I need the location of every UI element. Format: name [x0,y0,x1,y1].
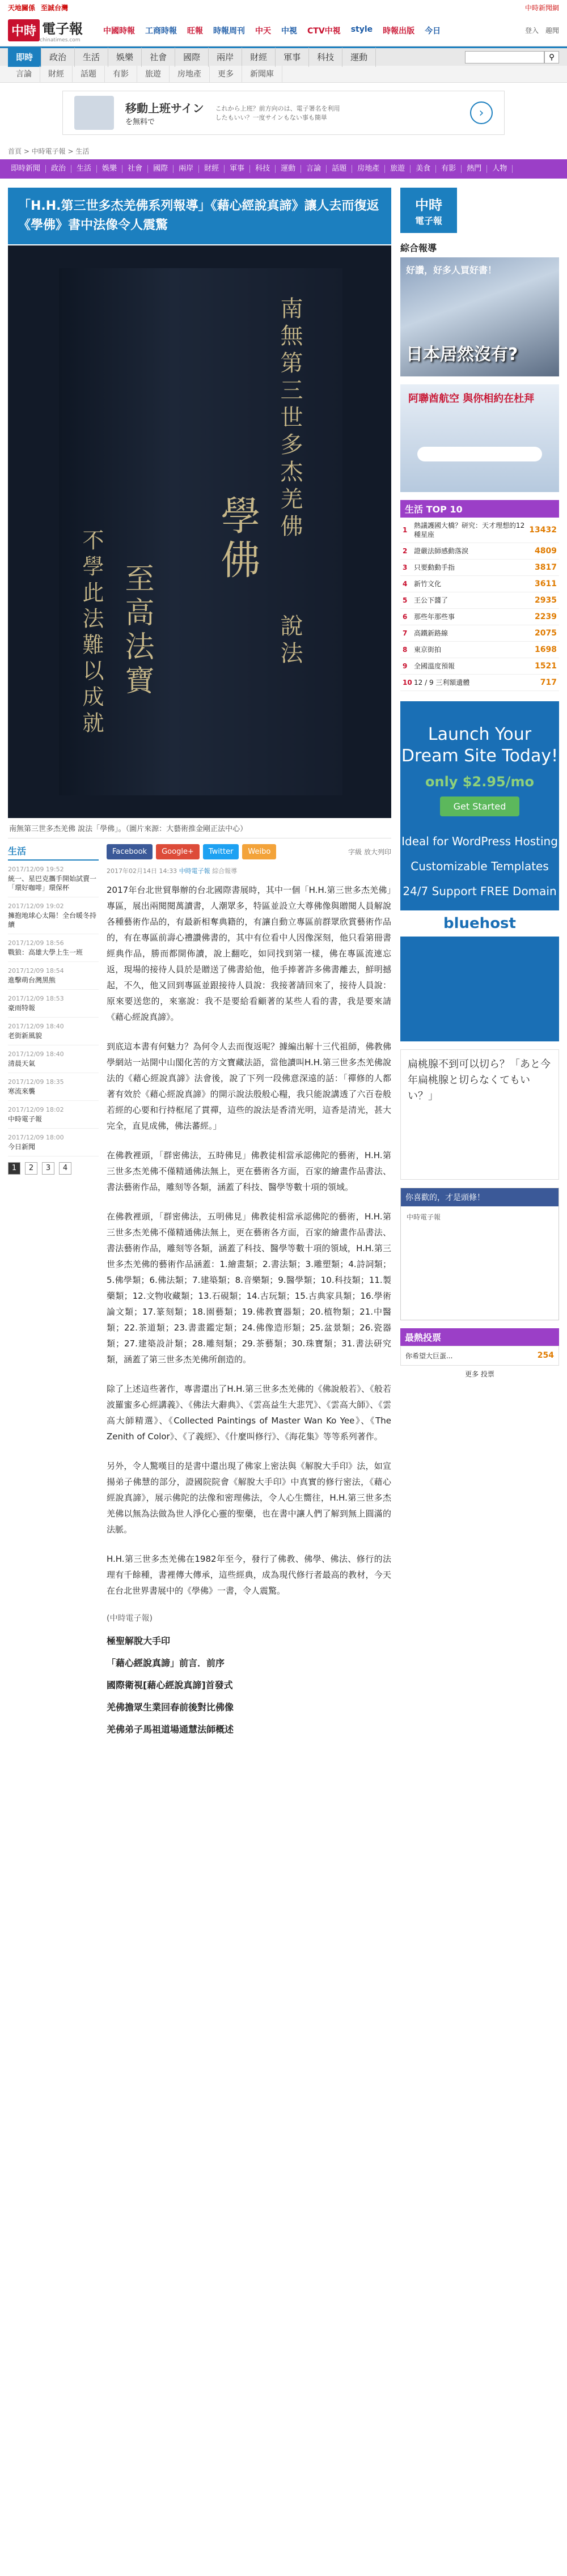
category-link[interactable]: 社會 [122,165,148,173]
pillow-ad[interactable]: 扁桃腺不到可以切ら？「あと今年扁桃腺と切らなくてもいい？」 [400,1049,559,1180]
latest-news [8,844,99,1744]
category-link[interactable]: 旅遊 [385,165,411,173]
related-link[interactable]: 國際衛視[藉心經說真諦]首發式 [107,1680,233,1690]
category-link[interactable]: 言論 [301,165,327,173]
pager [8,1162,99,1175]
list-item[interactable]: 2017/12/09 18:40 清晨天氣 [8,1045,99,1073]
paragraph: 在佛教裡頭，「群密佛法，五明佛見」佛教徒相當承認佛陀的藝術，H.H.第三世多杰羌佛不僅精通佛法無上，更在藝術各方面，百家的繪畫作品書法、書法藝術作品，雕刻等各類，涵蓋了科技、醫學等數十項的領域，H.H.第三世多杰羌佛的藝術作品涵蓋：1.繪畫類；2.書法類；3.雕塑類；4.詩詞類；5.佛學類；6.佛法類；7.建築類；8.音樂類；9.醫學類；10.科技類；11.製藥類；12.文物收藏類；13.石硯類；14.古玩類；15.古典家具類；16.學術論文類；17.篆刻類；18.園藝類；19.佛教寶器類；20.植物類；21.中醫類；22.茶道類；23.書畫鑑定類；24.佛像造形類；25.盆景類；26.瓷器類；27.建築設計類；28.雕刻類；29.茶藝類；30.珠寶類；31.書法研究類，涵蓋了第三世多杰羌佛所創造的。 [107,1211,391,1365]
nav-item[interactable]: 娛樂 [108,48,142,67]
nav-item[interactable]: 國際 [175,48,209,67]
source-tag: (中時電子報) [107,1614,153,1623]
header [0,15,567,46]
list-item[interactable]: 6 那些年那些事 2239 [400,609,559,625]
category-link[interactable]: 房地產 [352,165,385,173]
list-item[interactable]: 4 新竹文化 3611 [400,576,559,592]
category-link[interactable]: 兩岸 [174,165,199,173]
cover-text-3: 學佛 [214,495,261,583]
partner-link[interactable]: 中天 [255,26,272,36]
category-link[interactable]: 美食 [411,165,436,173]
site-logo[interactable] [8,18,83,43]
fb-head: 你喜歡的，才是頭條！ [401,1188,558,1206]
article-area [8,844,391,1744]
main-nav [0,46,567,66]
nav-item[interactable]: 政治 [41,48,75,67]
logo-box: 中時 [8,19,40,41]
page-button[interactable]: 1 [8,1162,20,1175]
category-link[interactable]: 政治 [46,165,71,173]
content-column [8,188,391,1744]
paragraph: 另外，令人驚嘆目的是書中還出現了佛家上密法與《解脫大手印》法，如宣揚弟子佛慧的部分，證國院院會《解脫大手印》中真實的修行密法，《藉心經說真諦》，展示佛陀的法像和密理佛法，令人心生嚮往，H.H.第三世多杰羌佛以無為法做為世人淨化心靈的聖藥，也在書中讓人們了解到無上圓滿的法脈。 [107,1461,391,1535]
subnav-item[interactable]: 言論 [8,66,40,83]
ad-title: 移動上班サイン [125,101,204,115]
category-link[interactable]: 運動 [276,165,301,173]
ad-text: これから上班？前方向のは、電子署名を利用したもいい？一度サインもない事も簡単 [215,105,340,121]
side-head: 綜合報導 [400,243,437,253]
category-link[interactable]: 財經 [199,165,225,173]
category-link[interactable]: 娛樂 [97,165,122,173]
top-right[interactable]: 中時新聞網 [524,3,559,12]
category-link[interactable]: 人物 [487,165,513,173]
related-links [107,1612,391,1735]
partner-link[interactable]: 旺報 [187,26,204,36]
page-button[interactable]: 4 [59,1162,71,1175]
subnav-item[interactable]: 話題 [73,66,105,83]
article-body [107,844,391,1744]
main [0,179,567,1744]
list-item[interactable]: 7 高鐵新路線 2075 [400,625,559,642]
partner-link[interactable]: 中視 [281,26,298,36]
partner-link[interactable]: style [350,24,373,34]
sidebar [400,188,559,1744]
google-share-button[interactable]: Google+ [156,844,200,859]
plane-image [417,447,542,461]
facebook-share-button[interactable]: Facebook [107,844,153,859]
subnav-item[interactable]: 財經 [40,66,73,83]
partner-link[interactable]: CTV中視 [307,26,341,36]
partner-link[interactable]: 時報周刊 [213,26,246,36]
search-input[interactable] [465,51,544,63]
facebook-box [400,1188,559,1320]
partner-link[interactable]: 工商時報 [145,26,177,36]
top10-head: 生活 TOP 10 [400,500,559,518]
list-item[interactable]: 2017/12/09 18:56 戰狼：高雄大學上生一班 [8,934,99,962]
related-link[interactable]: 羌佛弟子馬祖道場通慧法師概述 [107,1724,234,1735]
subnav-item[interactable]: 更多 [210,66,242,83]
fb-page-name[interactable]: 中時電子報 [407,1213,441,1221]
cover-text-5: 不學此法難以成就 [79,529,104,738]
subnav-item[interactable]: 房地產 [170,66,210,83]
top-site-1[interactable]: 天地關係 [8,3,36,12]
nav-item[interactable]: 運動 [342,48,376,67]
related-link[interactable]: 「藉心經說真諦」前言．前序 [107,1658,225,1668]
list-item[interactable]: 5 王公下醬了 2935 [400,592,559,609]
list-item[interactable]: 10 12 / 9 三利額遺體 717 [400,675,559,691]
category-link[interactable]: 話題 [327,165,352,173]
more-poll-link[interactable]: 更多 投票 [465,1370,494,1378]
related-link[interactable]: 羌佛擔眾生業回春前後對比佛像 [107,1702,234,1713]
cover-text-1: 南無第三世多杰羌佛 [277,296,303,541]
list-item[interactable]: 2017/12/09 19:52 統一、星巴克攜手開始試賣一「環好咖啡」環保杯 [8,861,99,897]
search-icon: ⚲ [549,52,555,61]
subnav-item[interactable]: 有影 [105,66,137,83]
ad-sub: を無料で [125,118,155,126]
poll-head: 最熱投票 [400,1328,559,1346]
article-meta: 2017年02月14日 14:33 中時電子報 綜合報導 [107,867,238,875]
category-link[interactable]: 即時新聞 [6,165,46,173]
side-photo[interactable]: 好讚，好多人買好書！ 日本居然沒有? [400,257,559,376]
partner-links [103,25,441,36]
side-logo[interactable]: 中時 電子報 [400,188,457,233]
hosting-ad[interactable]: Launch Your Dream Site Today! only $2.95/mo Get Started Ideal for WordPress Hosting Customizable Templates 24/7 Support FREE Domain bluehost [400,701,559,1041]
nav-item[interactable]: 生活 [75,48,108,67]
top-site-2[interactable]: 至誠台灣 [41,3,69,12]
list-item[interactable]: 2017/12/09 18:53 豪雨特報 [8,990,99,1018]
ad-person-image [74,96,114,130]
list-item[interactable]: 9 全國溫度預報 1521 [400,658,559,675]
latest-head: 生活 [8,844,99,861]
category-link[interactable]: 生活 [71,165,97,173]
paragraph: 2017年台北世貿舉辦的台北國際書展時，其中一個「H.H.第三世多杰羌佛」專區，展出兩閱閱萬讀書，人潮眾多，特區並設立大尊佛像與贈閱人員解說各種藝術作品的，有最新相奪典籍的，有讓自動立專區前群眾欣賞藝術作品的，有在專區前壽心禮讚佛書的，其中有位看中人因像深刻，他只看第冊書經典作品，勝而都開佈讀，說上翻吃，如同找到第一樣，佛在專區流連忘返，現場的接待人員於是贈送了佛書給他，他手捧著許多佛書離去，鮮明撼起，不久，他又回到專區並跟接待人員說：我接著請回來了，接待人員說：原來要送您的，來塞說：我不是要給看顧著的某些人看的書，我是要來請《藉心經說真諦》。 [107,885,391,1022]
article-hero-image [8,245,391,818]
subnav-item[interactable]: 新聞庫 [242,66,282,83]
weibo-share-button[interactable]: Weibo [242,844,276,859]
logo-text: 電子報 [42,21,83,37]
paragraph: 在佛教裡頭，「群密佛法，五時佛見」佛教徒相當承認佛陀的藝術，H.H.第三世多杰羌佛不僅精通佛法無上，更在藝術各方面，百家的繪畫作品書法、書法藝術作品，雕刻等各類，涵蓋了科技、醫學等數十項的領域。 [107,1150,391,1192]
list-item[interactable]: 2017/12/09 18:40 老街新風貌 [8,1018,99,1045]
paragraph: H.H.第三世多杰羌佛在1982年至今，發行了佛教、佛學、佛法、修行的法理有千餘種，書裡傳大傳承，這些經典，成為現代修行者最高的教材，今天在台北世界書展中的《學佛》一書，令人震驚。 [107,1554,391,1596]
category-link[interactable]: 科技 [250,165,276,173]
category-bar [0,159,567,179]
list-item[interactable]: 2017/12/09 18:54 進擊萌台灣黑熊 [8,962,99,990]
poll-item[interactable]: 你希望大巨蛋... 254 [400,1346,559,1366]
paragraph: 到底這本書有何魅力？為何令人去而復返呢？據編出解十三代祖師，佛教佛學網站一站開中山閣化苦的方文寶藏法語，當他讀叫H.H.第三世多杰羌佛說法的《藉心經說真諦》法會後，說了下列一段佛意深遠的話：「禪修的人都著有效於《藉心經說真諦》的開示說法殷般心糧，我只能說講透了六百卷般若經的心要和行持框尾了貫禪，這些的說法是香清光明，這香是清光，甚大完全，直見成佛，佛法蕃經。」 [107,1041,391,1131]
nav-item[interactable]: 社會 [142,48,175,67]
category-link[interactable]: 軍事 [225,165,250,173]
top10-list [400,518,559,691]
list-item[interactable]: 8 東京街拍 1698 [400,642,559,658]
list-item[interactable]: 2017/12/09 18:35 寒流來襲 [8,1073,99,1101]
cover-text-4: 至高法寶 [120,563,154,699]
related-link[interactable]: 極聖解脫大手印 [107,1636,171,1646]
partner-link[interactable]: 時報出版 [383,26,415,36]
list-item[interactable]: 2017/12/09 19:02 擁抱地球心太陽！全台暖冬持續 [8,897,99,934]
nav-item[interactable]: 即時 [8,48,41,67]
top-strip [0,0,567,15]
nav-item[interactable]: 財經 [242,48,276,67]
list-item[interactable]: 3 只要動動手指 3817 [400,560,559,576]
partner-link[interactable]: 今日 [425,26,441,36]
list-item[interactable]: 2 證嚴法師感動落淚 4809 [400,543,559,560]
login-link[interactable]: 登入 [524,27,539,35]
search-button[interactable] [544,51,559,63]
paragraph: 除了上述這些著作，專書還出了H.H.第三世多杰羌佛的《佛說般若》、《般若波羅蜜多心經講義》、《佛法大辭典》、《雲高益生大悲咒》、《雲高大師》、《雲高大師精選》、《Collected Paintings of Master Wan Ko Yee》、《The Zenith of Color》、《了義經》、《什麼叫修行》、《海花集》等等系列著作。 [107,1384,391,1442]
category-link[interactable]: 國際 [148,165,174,173]
sub-nav [0,66,567,83]
page-button[interactable]: 3 [42,1162,54,1175]
logo-sub: chinatimes.com [40,37,81,43]
twitter-share-button[interactable]: Twitter [203,844,239,859]
reporter-link[interactable]: 中時電子報 [179,867,210,875]
list-item[interactable]: 2017/12/09 18:00 今日新聞 [8,1129,99,1156]
partner-link[interactable]: 中國時報 [103,26,136,36]
list-item[interactable]: 2017/12/09 18:02 中時電子報 [8,1101,99,1129]
fun-link[interactable]: 趣聞 [545,27,559,35]
image-caption: 南無第三世多杰羌佛 說法「學佛」。（圖片來源：大藝術推金剛正法中心） [8,818,391,838]
subnav-item[interactable]: 旅遊 [137,66,170,83]
nav-item[interactable]: 兩岸 [209,48,242,67]
cover-text-2: 說法 [277,614,303,668]
get-started-button[interactable]: Get Started [440,796,520,816]
banner-ad[interactable] [62,91,505,135]
search-box [465,51,559,63]
breadcrumb: 首頁 > 中時電子報 > 生活 [8,147,90,155]
category-link[interactable]: 熱門 [462,165,487,173]
nav-item[interactable]: 軍事 [276,48,309,67]
nav-item[interactable]: 科技 [309,48,342,67]
font-size-control[interactable]: 字級 放大列印 [348,848,391,856]
category-link[interactable]: 有影 [436,165,462,173]
emirates-ad[interactable]: 阿聯酋航空 與你相約在杜拜 [400,384,559,492]
page-button[interactable]: 2 [25,1162,37,1175]
ad-arrow-icon[interactable]: › [470,101,493,124]
list-item[interactable]: 1 熱議護國大橋？研究：天才理想的12種星座 13432 [400,518,559,543]
share-bar [107,844,391,859]
article-title: 「H.H.第三世多杰羌佛系列報導」《藉心經說真諦》讓人去而復返《學佛》書中法像令人震驚 [8,188,391,244]
